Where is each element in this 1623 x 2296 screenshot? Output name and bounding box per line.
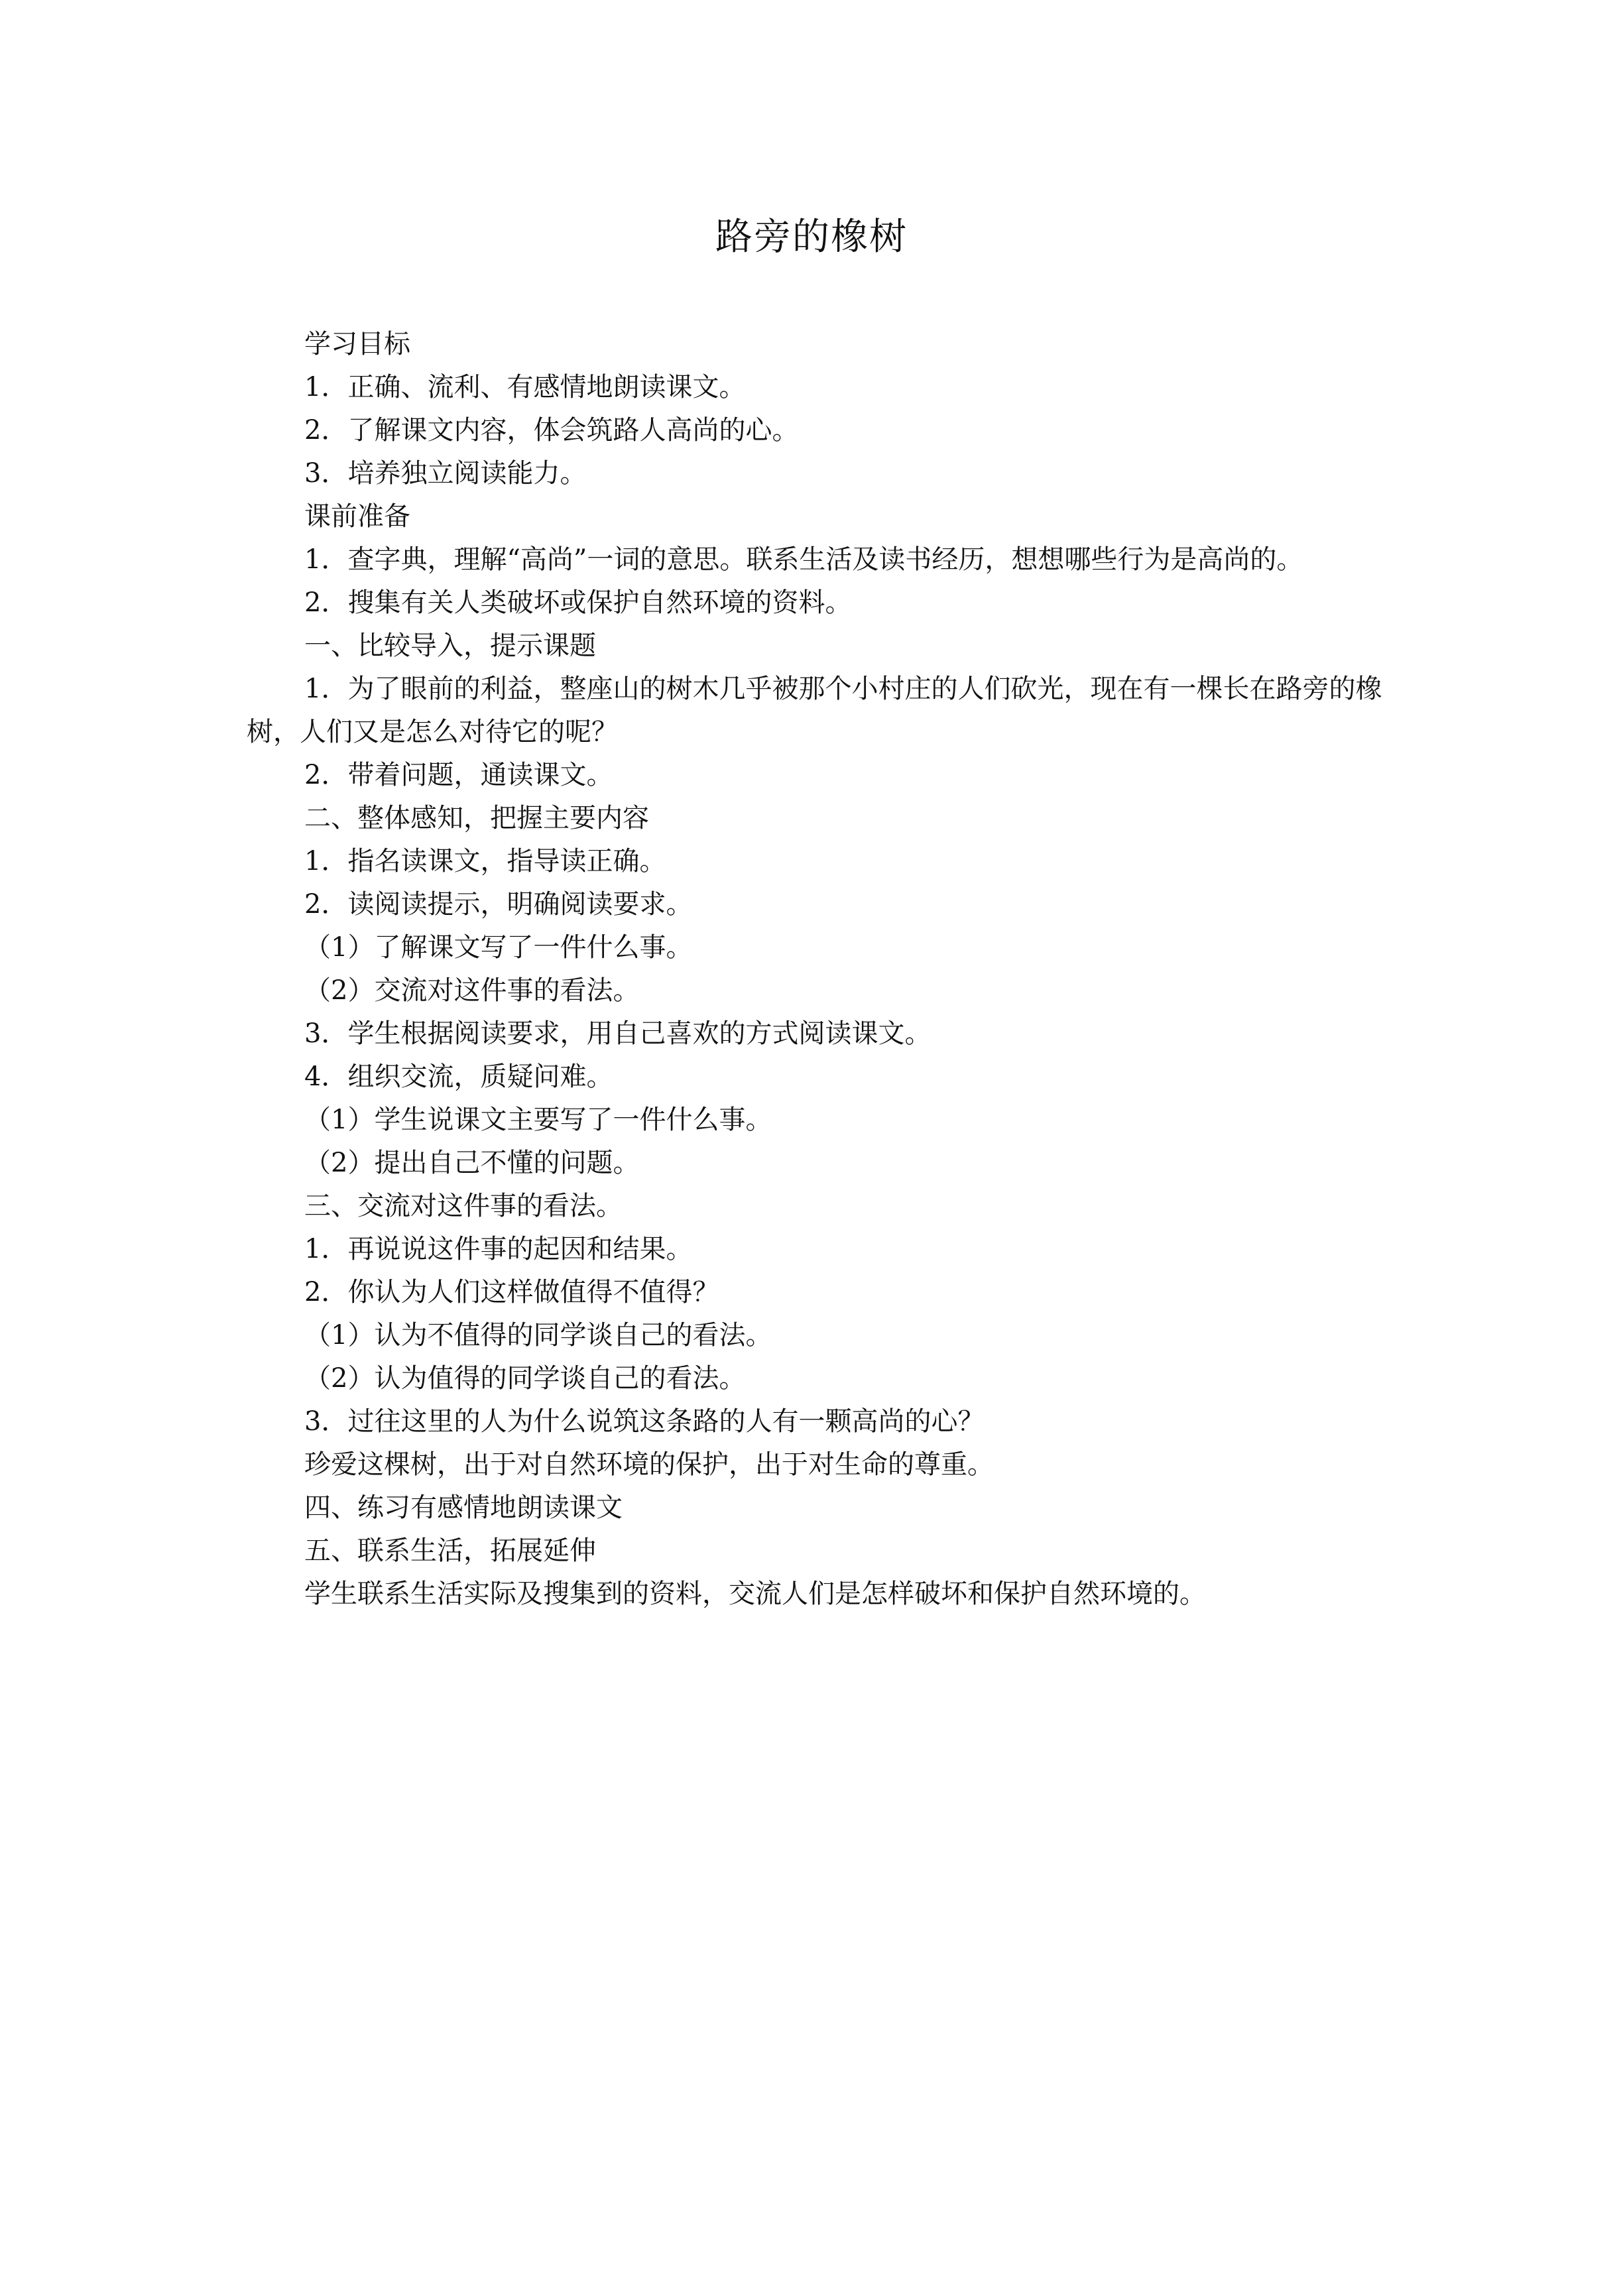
paragraph: （2）交流对这件事的看法。	[304, 975, 640, 1006]
paragraph: 1．查字典，理解“高尚”一词的意思。联系生活及读书经历，想想哪些行为是高尚的。	[304, 544, 1303, 575]
page-title: 路旁的橡树	[715, 215, 908, 259]
paragraph: （1）认为不值得的同学谈自己的看法。	[304, 1320, 772, 1351]
paragraph: （2）提出自己不懂的问题。	[304, 1148, 640, 1178]
paragraph: 1．正确、流利、有感情地朗读课文。	[304, 372, 746, 402]
section-heading: 课前准备	[304, 501, 410, 532]
paragraph: 2．搜集有关人类破坏或保护自然环境的资料。	[304, 587, 852, 618]
paragraph: （1）学生说课文主要写了一件什么事。	[304, 1105, 772, 1135]
paragraph: 珍爱这棵树，出于对自然环境的保护，出于对生命的尊重。	[304, 1449, 994, 1480]
section-heading: 三、交流对这件事的看法。	[304, 1191, 623, 1221]
section-heading: 二、整体感知，把握主要内容	[304, 803, 649, 833]
section-heading: 学习目标	[304, 329, 410, 359]
document-body	[247, 323, 1395, 1616]
paragraph: 2．你认为人们这样做值得不值得？	[304, 1277, 719, 1307]
section-heading: 一、比较导入，提示课题	[304, 631, 596, 661]
paragraph: 2．读阅读提示，明确阅读要求。	[304, 889, 693, 920]
paragraph: 3．学生根据阅读要求，用自己喜欢的方式阅读课文。	[304, 1018, 932, 1049]
paragraph: 3．过往这里的人为什么说筑这条路的人有一颗高尚的心？	[304, 1406, 985, 1437]
paragraph: （2）认为值得的同学谈自己的看法。	[304, 1363, 746, 1394]
paragraph: 4．组织交流，质疑问难。	[304, 1061, 613, 1092]
section-heading: 四、练习有感情地朗读课文	[304, 1492, 623, 1523]
paragraph: 学生联系生活实际及搜集到的资料，交流人们是怎样破坏和保护自然环境的。	[304, 1579, 1206, 1609]
paragraph: （1）了解课文写了一件什么事。	[304, 932, 693, 963]
paragraph: 2．带着问题，通读课文。	[304, 760, 613, 790]
paragraph: 1．再说说这件事的起因和结果。	[304, 1234, 693, 1264]
paragraph: 1．指名读课文，指导读正确。	[304, 846, 666, 876]
paragraph: 2．了解课文内容，体会筑路人高尚的心。	[304, 415, 799, 446]
paragraph: 3．培养独立阅读能力。	[304, 458, 587, 489]
section-heading: 五、联系生活，拓展延伸	[304, 1536, 596, 1566]
paragraph: 1．为了眼前的利益，整座山的树木几乎被那个小村庄的人们砍光，现在有一棵长在路旁的橡树，人们又是怎么对待它的呢？	[247, 674, 1382, 747]
